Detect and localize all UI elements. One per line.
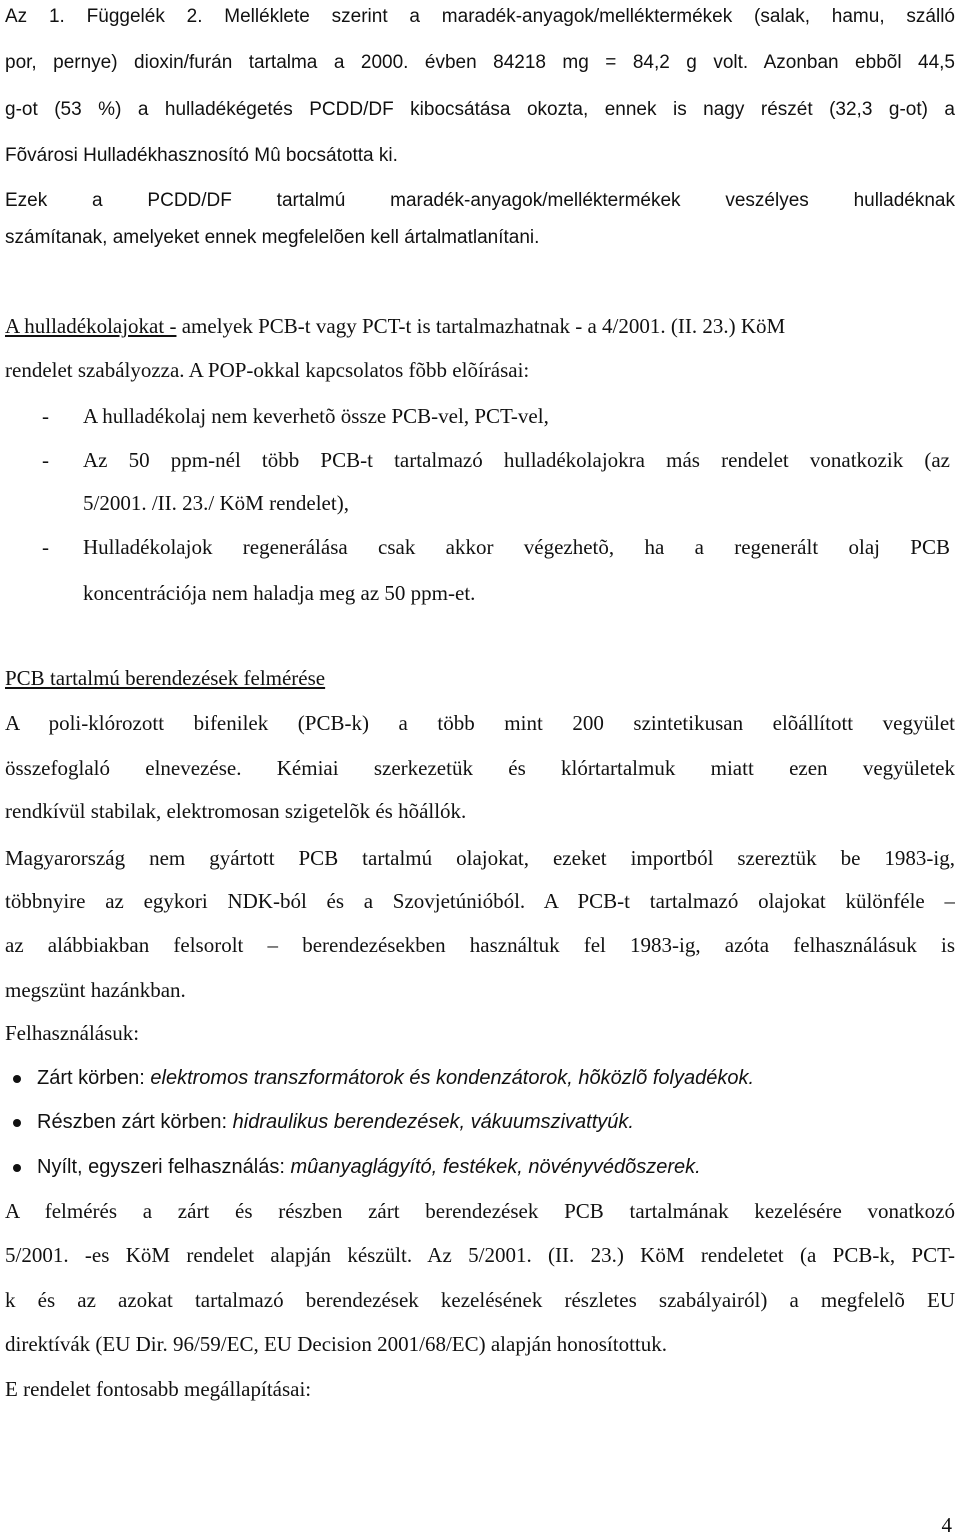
paragraph-line: g-ot (53 %) a hulladékégetés PCDD/DF kibocsátása okozta, ennek is nagy részét (32,3 g-ot) a — [5, 99, 955, 120]
paragraph-line: többnyire az egykori NDK-ból és a Szovjetúnióból. A PCB-t tartalmazó olajokat különféle – — [5, 889, 955, 913]
paragraph-line: Az 1. Függelék 2. Melléklete szerint a maradék-anyagok/melléktermékek (salak, hamu, szálló — [5, 6, 955, 27]
bullet-text — [37, 1154, 701, 1180]
paragraph-line: Ezek a PCDD/DF tartalmú maradék-anyagok/melléktermékek veszélyes hulladéknak — [5, 190, 955, 211]
paragraph-line: k és az azokat tartalmazó berendezések kezelésének részletes szabályairól) a megfelelõ EU — [5, 1288, 955, 1312]
bullet-item — [5, 1109, 955, 1135]
paragraph-line: rendkívül stabilak, elektromosan szigetelõk és hõállók. — [5, 799, 467, 823]
paragraph-line: Magyarország nem gyártott PCB tartalmú olajokat, ezeket importból szereztük be 1983-ig, — [5, 846, 955, 870]
list-item-text: Hulladékolajok regenerálása csak akkor végezhetõ, ha a regenerált olaj PCB — [83, 535, 950, 559]
paragraph-line: A poli-klórozott bifenilek (PCB-k) a több mint 200 szintetikusan elõállított vegyület — [5, 711, 955, 735]
list-item-text: 5/2001. /II. 23./ KöM rendelet), — [83, 491, 349, 515]
bullet-text — [37, 1065, 754, 1091]
paragraph-line: por, pernye) dioxin/furán tartalma a 2000. évben 84218 mg = 84,2 g volt. Azonban ebbõl 44,5 — [5, 52, 955, 73]
paragraph-line — [5, 313, 955, 339]
list-item-text: Az 50 ppm-nél több PCB-t tartalmazó hulladékolajokra más rendelet vonatkozik (az — [83, 448, 950, 472]
underlined-term: A hulladékolajokat - — [5, 314, 177, 338]
usage-label: Felhasználásuk: — [5, 1021, 140, 1045]
list-item — [5, 403, 955, 429]
list-item-text: koncentrációja nem haladja meg az 50 ppm-et. — [83, 581, 476, 605]
bullet-dot — [13, 1075, 21, 1083]
bullet-label: Zárt körben: — [37, 1067, 151, 1089]
page-number: 4 — [941, 1513, 952, 1537]
bullet-item — [5, 1065, 955, 1091]
line-rest: amelyek PCB-t vagy PCT-t is tartalmazhatnak - a 4/2001. (II. 23.) KöM — [176, 314, 786, 338]
paragraph-line: számítanak, amelyeket ennek megfelelõen kell ártalmatlanítani. — [5, 227, 540, 248]
bullet-value: hidraulikus berendezések, vákuumszivattyúk. — [232, 1111, 634, 1133]
bullet-label: Nyílt, egyszeri felhasználás: — [37, 1156, 291, 1178]
paragraph-line: direktívák (EU Dir. 96/59/EC, EU Decision 2001/68/EC) alapján honosítottuk. — [5, 1332, 667, 1356]
list-item-continuation — [5, 580, 955, 606]
list-item-continuation — [5, 490, 955, 516]
dash-marker: - — [42, 535, 49, 559]
bullet-value: mûanyaglágyító, festékek, növényvédõszerek. — [290, 1156, 701, 1178]
paragraph-line: összefoglaló elnevezése. Kémiai szerkezetük és klórtartalmuk miatt ezen vegyületek — [5, 756, 955, 780]
bullet-dot — [13, 1119, 21, 1127]
list-item — [5, 534, 955, 560]
bullet-dot — [13, 1164, 21, 1172]
list-item-text: A hulladékolaj nem keverhetõ össze PCB-vel, PCT-vel, — [83, 404, 549, 428]
paragraph-line: A felmérés a zárt és részben zárt berendezések PCB tartalmának kezelésére vonatkozó — [5, 1199, 955, 1223]
dash-marker: - — [42, 448, 49, 472]
bullet-value: elektromos transzformátorok és kondenzátorok, hõközlõ folyadékok. — [150, 1067, 755, 1089]
paragraph-line: rendelet szabályozza. A POP-okkal kapcsolatos fõbb elõírásai: — [5, 358, 530, 382]
closing-line: E rendelet fontosabb megállapításai: — [5, 1377, 312, 1401]
paragraph-line: megszünt hazánkban. — [5, 978, 186, 1002]
bullet-text — [37, 1109, 634, 1135]
bullet-label: Részben zárt körben: — [37, 1111, 233, 1133]
dash-marker: - — [42, 404, 49, 428]
paragraph-line: az alábbiakban felsorolt – berendezésekben használtuk fel 1983-ig, azóta felhasználásuk is — [5, 933, 955, 957]
paragraph-line: 5/2001. -es KöM rendelet alapján készült. Az 5/2001. (II. 23.) KöM rendeletet (a PCB-k, PCT- — [5, 1243, 955, 1267]
bullet-item — [5, 1154, 955, 1180]
section-heading: PCB tartalmú berendezések felmérése — [5, 666, 326, 690]
list-item — [5, 447, 955, 473]
paragraph-line: Fõvárosi Hulladékhasznosító Mû bocsátotta ki. — [5, 145, 398, 166]
